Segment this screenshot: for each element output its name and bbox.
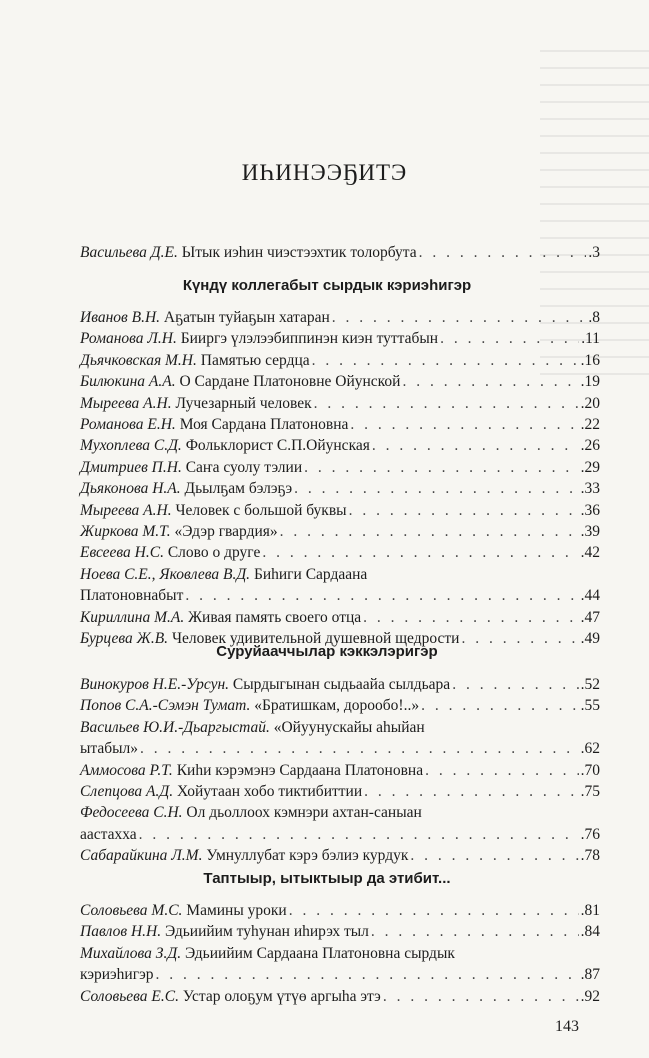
- leader-dots: [440, 328, 579, 349]
- entry-title: Хойутаан хобо тиктибиттии: [177, 783, 363, 801]
- entry-page: .62: [580, 740, 600, 758]
- toc-entry: [80, 781, 600, 802]
- entry-title: Мамины уроки: [186, 902, 287, 919]
- entry-page: .36: [580, 501, 600, 519]
- entry-title: Саҥа суолу тэлии: [185, 458, 303, 476]
- leader-dots: [140, 738, 579, 759]
- leader-dots: [349, 500, 579, 521]
- entry-author: Кириллина М.А.: [80, 608, 185, 626]
- leader-dots: [294, 478, 578, 499]
- toc-entry: [80, 500, 600, 521]
- toc-entry: [80, 521, 600, 542]
- entry-title: Биһиги Сардаана: [253, 565, 368, 583]
- section-heading: Таптыыр, ытыктыыр да этибит...: [203, 870, 451, 887]
- toc-entry: [80, 607, 600, 628]
- entry-author: Романова Е.Н.: [80, 416, 176, 434]
- entry-page: .20: [580, 394, 600, 412]
- entry-page: .26: [580, 437, 600, 455]
- entry-title: Человек удивительной душевной щедрости: [171, 630, 460, 648]
- entry-title: аастахха: [80, 825, 137, 843]
- entry-author: Аммосова Р.Т.: [80, 761, 173, 779]
- leader-dots: [383, 986, 579, 1007]
- toc-entry: [80, 242, 600, 263]
- entry-page: .87: [580, 966, 600, 984]
- page-number: 143: [555, 1018, 579, 1035]
- leader-dots: [410, 845, 578, 866]
- entry-title: Сырдыгынан сыдьаайа сылдьара: [232, 676, 451, 693]
- entry-page: .81: [580, 902, 600, 919]
- entry-author: Романова Л.Н.: [80, 330, 177, 348]
- leader-dots: [425, 760, 579, 781]
- entry-page: .8: [588, 309, 600, 326]
- entry-page: .49: [580, 630, 600, 648]
- entry-author: Жиркова М.Т.: [80, 523, 171, 541]
- entry-author: Дмитриев П.Н.: [80, 458, 182, 476]
- entry-author: Ноева С.Е., Яковлева В.Д.: [80, 565, 251, 583]
- leader-dots: [289, 900, 579, 921]
- leader-dots: [304, 457, 578, 478]
- entry-title: Киһи кэрэмэнэ Сардаана Платоновна: [176, 761, 424, 779]
- entry-author: Дьяконова Н.А.: [80, 480, 181, 498]
- entry-author: Федосеева С.Н.: [80, 804, 183, 822]
- leader-dots: [419, 242, 587, 263]
- section-entries: [80, 674, 600, 867]
- entry-author: Евсеева Н.С.: [80, 544, 164, 562]
- section-entries: [80, 307, 600, 650]
- toc-entry: [80, 414, 600, 435]
- entry-page: .70: [580, 761, 600, 779]
- entry-page: .19: [580, 373, 600, 391]
- leader-dots: [314, 393, 579, 414]
- leader-dots: [372, 435, 579, 456]
- entry-author: Дьячковская М.Н.: [80, 351, 197, 369]
- toc-entry: [80, 695, 600, 716]
- page-title: ИҺИНЭЭҔИТЭ: [241, 160, 408, 185]
- toc-entry: [80, 350, 600, 371]
- leader-dots: [262, 542, 578, 563]
- entry-page: .39: [580, 523, 600, 541]
- leader-dots: [402, 371, 578, 392]
- leader-dots: [139, 824, 579, 845]
- entry-title: Человек с большой буквы: [175, 501, 347, 519]
- entry-author: Соловьева М.С.: [80, 902, 183, 919]
- leader-dots: [312, 350, 579, 371]
- toc-entry: [80, 986, 600, 1007]
- entry-page: .47: [580, 608, 600, 626]
- toc-entry: [80, 921, 600, 942]
- entry-author: Соловьева Е.С.: [80, 987, 179, 1005]
- toc-entry: [80, 328, 600, 349]
- entry-page: .84: [580, 923, 600, 941]
- toc-entry: [80, 307, 600, 328]
- entry-page: .76: [580, 825, 600, 843]
- entry-author: Васильева Д.Е.: [80, 244, 178, 261]
- section-entries: [80, 900, 600, 1007]
- entry-title: Эдьиийим Сардаана Платоновна сырдык: [184, 944, 455, 962]
- entry-author: Попов С.А.-Сэмэн Тумат.: [80, 697, 251, 715]
- entry-page: .52: [580, 676, 600, 693]
- entry-title: кэриэһигэр: [80, 966, 154, 984]
- entry-page: .44: [580, 587, 600, 605]
- entry-page: .3: [588, 244, 600, 261]
- entry-title: Дьылҕам бэлэҕэ: [184, 480, 293, 498]
- entry-page: .75: [580, 783, 600, 801]
- entry-page: .55: [580, 697, 600, 715]
- entry-author: Михайлова З.Д.: [80, 944, 182, 962]
- entry-title: О Сардане Платоновне Ойунской: [179, 373, 401, 391]
- entry-title: Ол дьоллоох кэмнэри ахтан-саныан: [186, 804, 422, 822]
- toc-entry: [80, 943, 600, 986]
- intro-entry-group: [80, 242, 600, 263]
- entry-author: Билюкина А.А.: [80, 373, 176, 391]
- toc-entry: [80, 393, 600, 414]
- entry-page: .78: [580, 847, 600, 865]
- leader-dots: [421, 695, 579, 716]
- entry-title: Аҕатын туйаҕын хатаран: [163, 309, 330, 326]
- entry-title: Умнуллубат кэрэ бэлиэ курдук: [206, 847, 409, 865]
- entry-title: Эдьиийим туһунан иһирэх тыл: [165, 923, 369, 941]
- entry-author: Винокуров Н.Е.-Урсун.: [80, 676, 230, 693]
- entry-author: Васильев Ю.И.-Дьаргыстай.: [80, 718, 270, 736]
- leader-dots: [350, 414, 578, 435]
- entry-title: Моя Сардана Платоновна: [179, 416, 349, 434]
- toc-entry: [80, 760, 600, 781]
- entry-title: Памятью сердца: [200, 351, 310, 369]
- entry-title: Ытык иэһин чиэстээхтик толорбута: [181, 244, 417, 261]
- entry-title: ытабыл»: [80, 740, 139, 758]
- leader-dots: [155, 964, 578, 985]
- leader-dots: [363, 607, 578, 628]
- entry-page: .42: [580, 544, 600, 562]
- entry-title: Платоновнабыт: [80, 587, 184, 605]
- entry-title: Устар олоҕум үтүө аргыһа этэ: [182, 987, 381, 1005]
- leader-dots: [371, 921, 579, 942]
- leader-dots: [332, 307, 587, 328]
- entry-author: Иванов В.Н.: [80, 309, 161, 326]
- entry-page: .92: [580, 987, 600, 1005]
- entry-title: «Ойуунускайы аһыйан: [273, 718, 425, 736]
- entry-title: «Братишкам, дорообо!..»: [254, 697, 420, 715]
- entry-page: .33: [580, 480, 600, 498]
- entry-author: Бурцева Ж.В.: [80, 630, 169, 648]
- toc-entry: [80, 457, 600, 478]
- toc-entry: [80, 371, 600, 392]
- entry-title: Лучезарный человек: [175, 394, 312, 412]
- toc-entry: [80, 542, 600, 563]
- toc-entry: [80, 845, 600, 866]
- entry-title: Фольклорист С.П.Ойунская: [185, 437, 370, 455]
- toc-entry: [80, 435, 600, 456]
- entry-title: Живая память своего отца: [188, 608, 362, 626]
- entry-page: .22: [580, 416, 600, 434]
- section-heading: Күндү коллегабыт сырдык кэриэһигэр: [182, 277, 472, 294]
- entry-title: «Эдэр гвардия»: [174, 523, 278, 541]
- entry-page: .11: [581, 330, 600, 348]
- toc-entry: [80, 802, 600, 845]
- entry-title: Бииргэ үлэлээбиппинэн киэн туттабын: [180, 330, 439, 348]
- toc-entry: [80, 674, 600, 695]
- section-heading: Суруйааччылар кэккэлэригэр: [216, 643, 438, 660]
- leader-dots: [280, 521, 579, 542]
- entry-title: Слово о друге: [167, 544, 261, 562]
- entry-author: Мыреева А.Н.: [80, 501, 172, 519]
- leader-dots: [185, 585, 578, 606]
- entry-author: Мухоплева С.Д.: [80, 437, 182, 455]
- leader-dots: [452, 674, 578, 695]
- entry-author: Павлов Н.Н.: [80, 923, 162, 941]
- toc-entry: [80, 900, 600, 921]
- leader-dots: [364, 781, 579, 802]
- entry-author: Слепцова А.Д.: [80, 783, 174, 801]
- toc-entry: [80, 717, 600, 760]
- entry-author: Мыреева А.Н.: [80, 394, 172, 412]
- entry-page: .16: [580, 351, 600, 369]
- toc-entry: [80, 564, 600, 607]
- toc-entry: [80, 478, 600, 499]
- entry-page: .29: [580, 458, 600, 476]
- entry-author: Сабарайкина Л.М.: [80, 847, 203, 865]
